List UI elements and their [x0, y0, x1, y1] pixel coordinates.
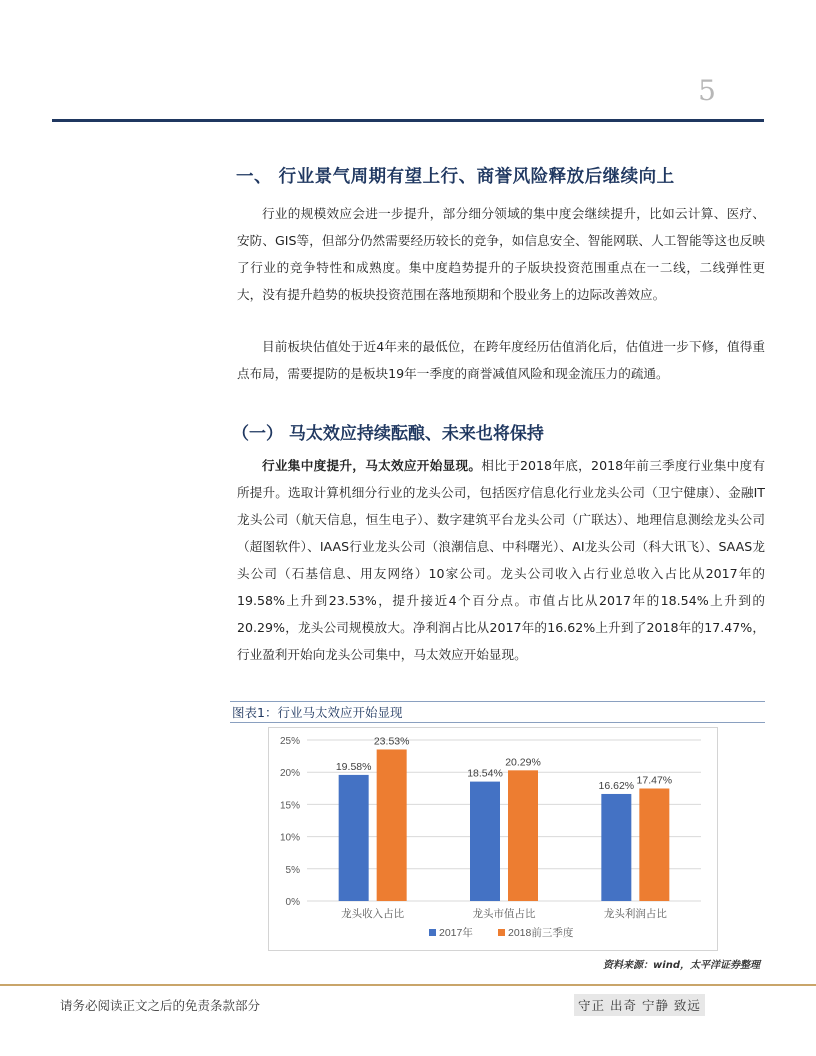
y-tick-label: 5%	[285, 864, 300, 876]
paragraph-3	[237, 452, 765, 668]
data-label: 17.47%	[636, 774, 673, 787]
data-label: 18.54%	[467, 767, 503, 780]
chart-frame	[268, 727, 718, 951]
y-tick-label: 15%	[279, 800, 300, 812]
data-label: 19.58%	[335, 760, 372, 773]
y-tick-label: 10%	[279, 832, 300, 844]
paragraph-2	[237, 333, 765, 387]
bar	[470, 782, 500, 901]
y-tick-label: 0%	[285, 897, 300, 908]
x-tick-label: 龙头收入占比	[341, 908, 405, 920]
section-heading: 一、 行业景气周期有望上行、商誉风险释放后继续向上	[236, 167, 675, 187]
x-tick-label: 龙头市值占比	[472, 908, 536, 920]
footer-disclaimer: 请务必阅读正文之后的免责条款部分	[60, 998, 261, 1013]
bar	[508, 770, 538, 901]
legend-swatch	[498, 929, 505, 936]
bar	[339, 775, 369, 901]
bar-chart	[269, 728, 717, 950]
bar	[639, 788, 669, 901]
data-label: 16.62%	[598, 779, 635, 792]
footer-divider	[0, 984, 816, 986]
bar	[377, 749, 407, 901]
page-number: 5	[698, 74, 716, 107]
paragraph-3-lead: 行业集中度提升，马太效应开始显现。	[262, 458, 482, 473]
paragraph-2-text: 目前板块估值处于近4年来的最低位，在跨年度经历估值消化后，估值进一步下修，值得重点布局，需要提防的是板块19年一季度的商誉减值风险和现金流压力的疏通。	[237, 339, 765, 381]
y-tick-label: 20%	[279, 768, 300, 780]
bar	[601, 794, 631, 901]
figure-title: 图表1：行业马太效应开始显现	[230, 701, 765, 723]
header-divider	[52, 119, 764, 122]
data-label: 20.29%	[505, 756, 541, 769]
footer-motto: 守正 出奇 宁静 致远	[574, 994, 705, 1016]
legend-label: 2018前三季度	[508, 927, 574, 939]
data-label: 23.53%	[373, 735, 410, 748]
paragraph-1-text: 行业的规模效应会进一步提升，部分细分领域的集中度会继续提升，比如云计算、医疗、安防、GIS等，但部分仍然需要经历较长的竞争，如信息安全、智能网联、人工智能等这也反映了行业的竞争特性和成熟度。集中度趋势提升的子版块投资范围重点在一二线，二线弹性更大，没有提升趋势的板块投资范围在落地预期和个股业务上的边际改善效应。	[237, 206, 765, 302]
paragraph-1	[237, 200, 765, 308]
y-tick-label: 25%	[279, 736, 300, 747]
paragraph-3-body: 相比于2018年底，2018年前三季度行业集中度有所提升。选取计算机细分行业的龙头公司，包括医疗信息化行业龙头公司（卫宁健康）、金融IT龙头公司（航天信息，恒生电子）、数字建筑平台龙头公司（广联达）、地理信息测绘龙头公司（超图软件）、IAAS行业龙头公司（浪潮信息、中科曙光）、AI龙头公司（科大讯飞）、SAAS龙头公司（石基信息、用友网络）10家公司。龙头公司收入占行业总收入占比从2017年的19.58%上升到23.53%，提升接近4个百分点。市值占比从2017年的18.54%上升到的20.29%，龙头公司规模放大。净利润占比从2017年的16.62%上升到了2018年的17.47%，行业盈利开始向龙头公司集中，马太效应开始显现。	[237, 458, 765, 662]
legend-swatch	[429, 929, 436, 936]
subsection-heading: （一） 马太效应持续酝酿、未来也将保持	[232, 424, 544, 444]
legend-label: 2017年	[439, 927, 473, 939]
x-tick-label: 龙头利润占比	[603, 908, 667, 920]
figure-source: 资料来源：wind，太平洋证券整理	[603, 960, 760, 971]
